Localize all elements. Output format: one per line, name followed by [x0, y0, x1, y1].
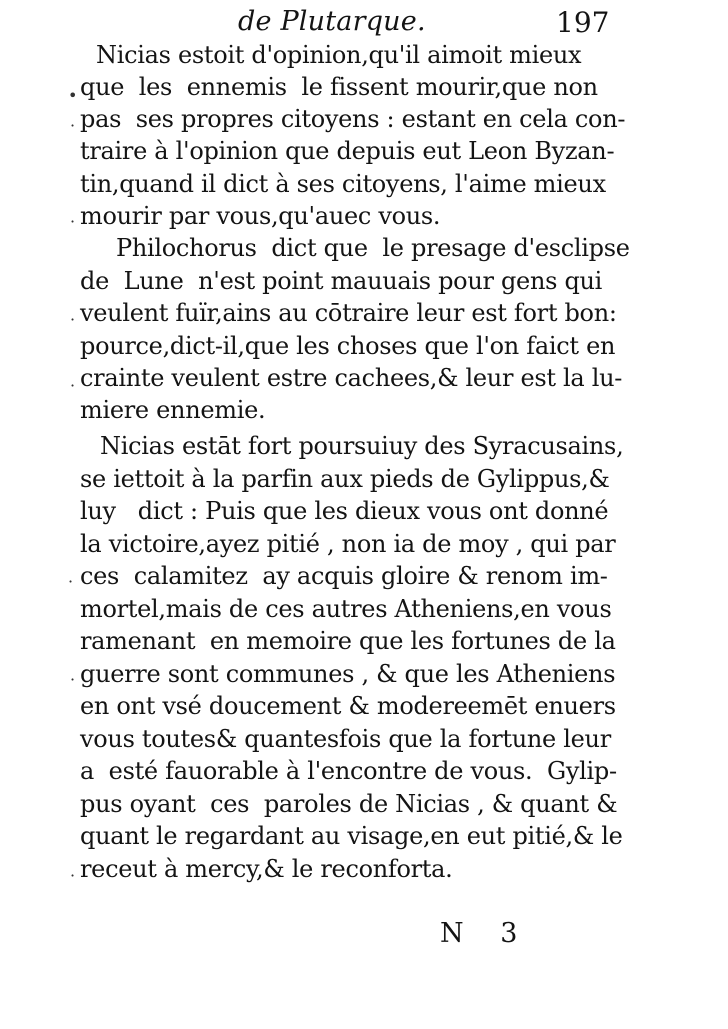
text-line: miere ennemie.: [80, 396, 266, 424]
text-line: pus oyant ces paroles de Nicias , & quant &: [80, 790, 618, 818]
margin-mark: ·: [70, 670, 76, 689]
text-line: vous toutes& quantesfois que la fortune leur: [80, 725, 611, 753]
text-line: veulent fuïr,ains au cōtraire leur est fort bon:: [80, 299, 617, 327]
text-line: Philochorus dict que le presage d'esclipse: [116, 234, 630, 262]
text-line: pource,dict-il,que les choses que l'on faict en: [80, 332, 616, 360]
text-line: de Lune n'est point mauuais pour gens qui: [80, 267, 603, 295]
page-number: 197: [556, 6, 610, 39]
text-line: Nicias estoit d'opinion,qu'il aimoit mieux: [96, 41, 582, 69]
text-line: pas ses propres citoyens : estant en cela con-: [80, 105, 626, 133]
text-line: guerre sont communes , & que les Atheniens: [80, 660, 616, 688]
text-line: crainte veulent estre cachees,& leur est la lu-: [80, 364, 623, 392]
margin-mark: ·: [70, 310, 76, 329]
margin-mark: ·: [70, 376, 76, 395]
margin-mark: ·: [70, 212, 76, 231]
text-line: a esté fauorable à l'encontre de vous. Gylip-: [80, 757, 617, 785]
text-line: se iettoit à la parfin aux pieds de Gylippus,&: [80, 465, 610, 493]
running-title: de Plutarque.: [238, 6, 426, 37]
margin-mark: ·: [70, 116, 76, 135]
text-line: quant le regardant au visage,en eut pitié,& le: [80, 822, 623, 850]
text-line: Nicias estāt fort poursuiuy des Syracusains,: [100, 432, 624, 460]
text-line: en ont vsé doucement & modereemēt enuers: [80, 692, 616, 720]
text-line: mourir par vous,qu'auec vous.: [80, 202, 441, 230]
text-line: ces calamitez ay acquis gloire & renom im-: [80, 562, 608, 590]
text-line: mortel,mais de ces autres Atheniens,en vous: [80, 595, 612, 623]
text-line: que les ennemis le fissent mourir,que non: [80, 73, 598, 101]
margin-mark: •: [68, 86, 78, 105]
text-line: receut à mercy,& le reconforta.: [80, 855, 453, 883]
text-line: la victoire,ayez pitié , non ia de moy , qui par: [80, 530, 616, 558]
text-line: luy dict : Puis que les dieux vous ont donné: [80, 497, 609, 525]
text-line: ramenant en memoire que les fortunes de la: [80, 627, 616, 655]
text-line: traire à l'opinion que depuis eut Leon Byzan-: [80, 137, 615, 165]
text-line: tin,quand il dict à ses citoyens, l'aime mieux: [80, 170, 606, 198]
margin-mark: ·: [70, 866, 76, 885]
signature-mark: N 3: [440, 918, 532, 949]
margin-mark: ·: [68, 572, 74, 591]
